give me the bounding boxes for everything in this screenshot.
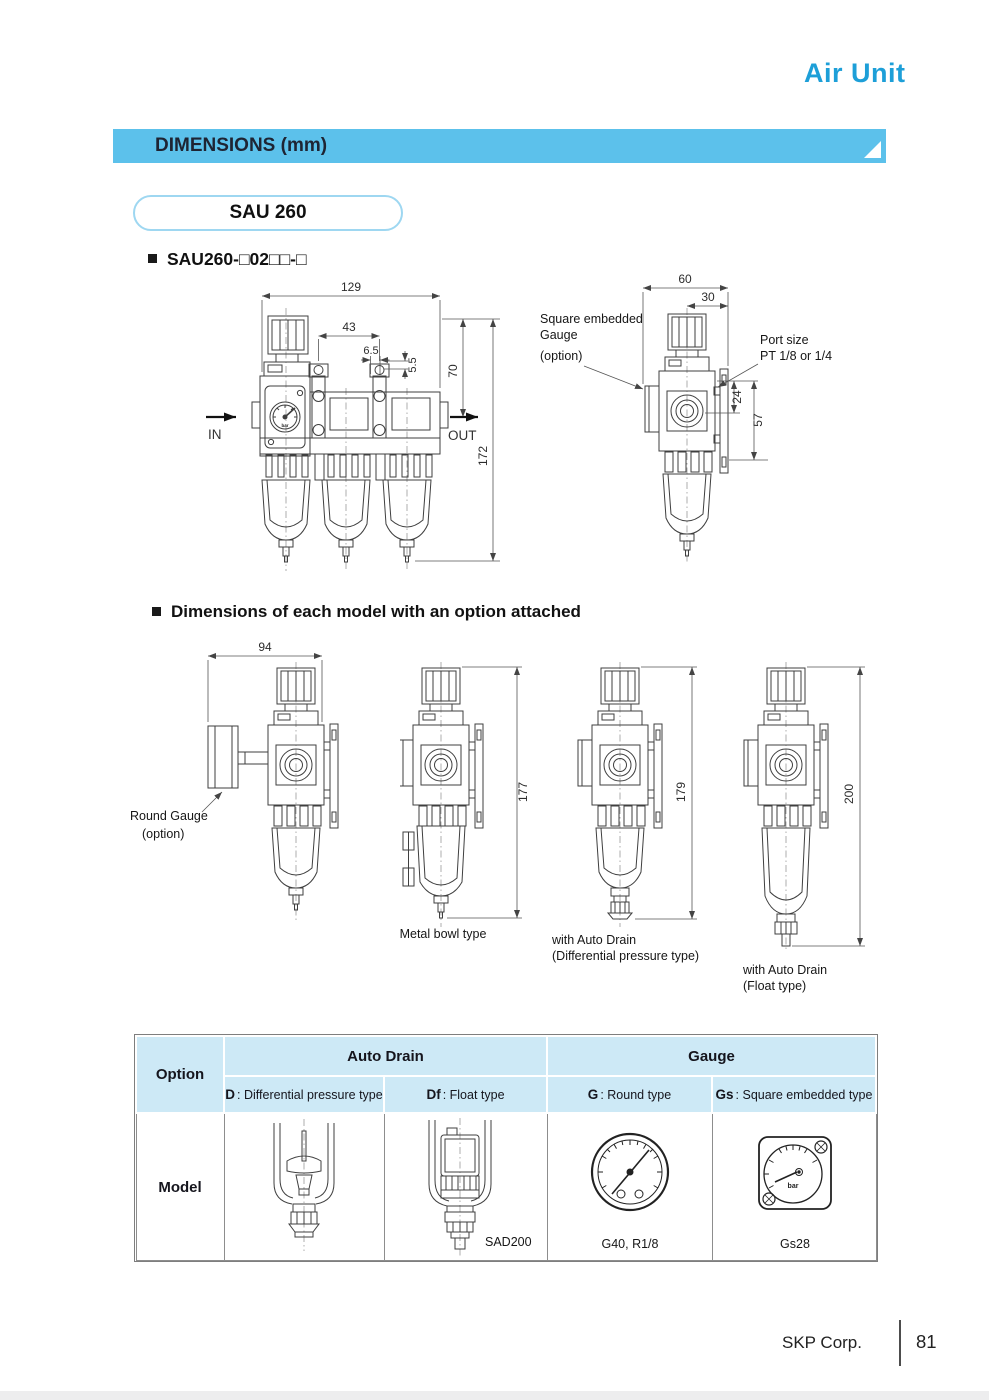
- label-square-gauge-1: Square embedded: [540, 312, 643, 326]
- assembly-front-drawing: [178, 276, 513, 581]
- page-title: Air Unit: [804, 58, 906, 88]
- auto-drain-diff-drawing: [545, 642, 745, 982]
- gauge-unit-label: bar: [281, 423, 289, 428]
- section-banner-label: DIMENSIONS (mm): [155, 135, 328, 156]
- caption-metal-bowl: Metal bowl type: [400, 927, 487, 941]
- table-cell-drain-float: [384, 1113, 547, 1261]
- table-group-auto-drain: Auto Drain: [224, 1036, 547, 1076]
- label-round-gauge-option: (option): [142, 827, 185, 841]
- footer-company: SKP Corp.: [781, 1333, 862, 1352]
- caption-gs28: Gs28: [779, 1237, 810, 1251]
- table-subheader-d: D : Differential pressure type: [224, 1076, 384, 1113]
- page-bottom-edge: [0, 1391, 989, 1400]
- table-subheader-df: Df : Float type: [384, 1076, 547, 1113]
- options-section-title-line: [152, 602, 581, 622]
- label-in: IN: [208, 427, 222, 442]
- caption-auto-drain-float-2: (Float type): [743, 979, 807, 993]
- dim-60: 60: [678, 272, 692, 286]
- table-subheader-gs: Gs : Square embedded type: [712, 1076, 876, 1113]
- section-banner: [113, 129, 886, 163]
- label-port-size-1: Port size: [760, 333, 809, 347]
- dim-70: 70: [446, 364, 460, 378]
- drain-diff-illustration: [229, 1115, 379, 1255]
- round-gauge-drawing: [122, 642, 362, 977]
- label-square-gauge-2: Gauge: [540, 328, 578, 342]
- metal-bowl-drawing: [400, 642, 535, 977]
- dim-172: 172: [476, 445, 490, 467]
- series-badge: SAU 260: [133, 195, 403, 231]
- dim-6-5: 6.5: [363, 345, 379, 357]
- options-section-title: Dimensions of each model with an option attached: [171, 602, 581, 621]
- side-view-drawing: [532, 268, 862, 578]
- table-cell-drain-diff: [224, 1113, 384, 1261]
- table-cell-gauge-square: [712, 1113, 876, 1261]
- gs-gauge-unit: bar: [787, 1183, 798, 1190]
- label-out: OUT: [448, 428, 477, 443]
- table-group-gauge: Gauge: [547, 1036, 876, 1076]
- dim-200: 200: [842, 783, 856, 805]
- table-cell-gauge-round: [547, 1113, 712, 1261]
- auto-drain-float-drawing: [725, 642, 910, 997]
- dim-24: 24: [730, 390, 744, 404]
- square-gauge-illustration: [713, 1114, 876, 1260]
- caption-sad200: SAD200: [484, 1235, 532, 1249]
- footer-divider: [899, 1320, 901, 1366]
- dim-30: 30: [701, 290, 715, 304]
- label-port-size-2: PT 1/8 or 1/4: [760, 349, 833, 363]
- round-gauge-illustration: [548, 1114, 712, 1260]
- table-header-option: Option: [136, 1036, 224, 1113]
- square-bullet-icon: [148, 254, 157, 263]
- option-table: [135, 1035, 877, 1261]
- model-code: SAU260-□02□□-□: [167, 249, 307, 269]
- square-bullet-icon: [152, 607, 161, 616]
- dim-177: 177: [516, 781, 530, 803]
- drain-float-illustration: [385, 1114, 547, 1260]
- dim-94: 94: [258, 642, 272, 654]
- caption-auto-drain-diff-1: with Auto Drain: [552, 933, 637, 947]
- caption-g40: G40, R1/8: [601, 1237, 658, 1251]
- dim-43: 43: [342, 320, 356, 334]
- label-round-gauge: Round Gauge: [130, 809, 208, 823]
- label-square-gauge-3: (option): [540, 349, 583, 363]
- dim-179: 179: [674, 781, 688, 803]
- caption-auto-drain-diff-2: (Differential pressure type): [552, 949, 700, 963]
- dim-5-5: 5.5: [407, 357, 419, 373]
- table-row-model-label: Model: [136, 1113, 224, 1261]
- table-subheader-g: G : Round type: [547, 1076, 712, 1113]
- dim-57: 57: [751, 413, 765, 427]
- banner-corner-icon: [864, 141, 881, 158]
- model-code-line: [148, 249, 307, 269]
- footer-page-number: 81: [916, 1331, 937, 1352]
- dim-129: 129: [340, 280, 362, 294]
- caption-auto-drain-float-1: with Auto Drain: [743, 963, 828, 977]
